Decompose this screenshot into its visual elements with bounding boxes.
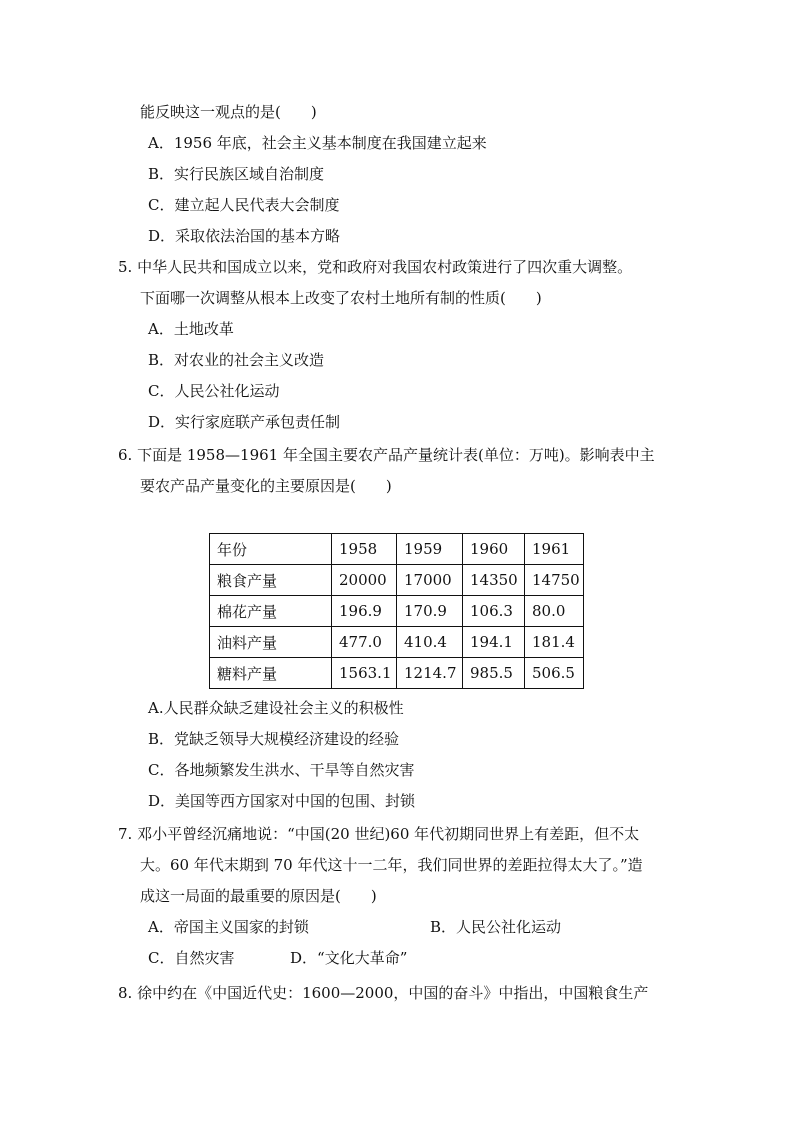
table-cell: 477.0: [332, 627, 397, 658]
table-cell: 985.5: [463, 658, 525, 689]
table-cell: 1563.1: [332, 658, 397, 689]
table-cell: 油料产量: [210, 627, 332, 658]
table-header-cell: 1961: [525, 534, 584, 565]
q7-option-b: B．人民公社化运动: [430, 918, 562, 936]
table-header-cell: 1959: [397, 534, 463, 565]
q7-option-c: C．自然灾害: [148, 949, 235, 967]
q6-option-b: B．党缺乏领导大规模经济建设的经验: [148, 730, 400, 748]
q7-stem-line-1: 7. 邓小平曾经沉痛地说：“中国(20 世纪)60 年代初期同世界上有差距，但不太: [118, 825, 640, 843]
q5-option-b: B．对农业的社会主义改造: [148, 351, 325, 369]
q6-option-a: A.人民群众缺乏建设社会主义的积极性: [148, 699, 404, 717]
table-cell: 棉花产量: [210, 596, 332, 627]
q7-option-d: D．“文化大革命”: [290, 949, 408, 967]
table-cell: 17000: [397, 565, 463, 596]
table-header-cell: 1958: [332, 534, 397, 565]
table-cell: 196.9: [332, 596, 397, 627]
table-row: [210, 596, 584, 627]
table-row: [210, 658, 584, 689]
table-cell: 506.5: [525, 658, 584, 689]
table-row: [210, 565, 584, 596]
table-cell: 糖料产量: [210, 658, 332, 689]
q6-stem-line-2: 要农产品产量变化的主要原因是( ): [140, 477, 392, 495]
q5-option-d: D．实行家庭联产承包责任制: [148, 413, 341, 431]
q4-stem-continuation: 能反映这一观点的是( ): [140, 103, 317, 121]
q7-stem-line-3: 成这一局面的最重要的原因是( ): [140, 887, 377, 905]
table-cell: 170.9: [397, 596, 463, 627]
table-cell: 410.4: [397, 627, 463, 658]
q6-stem-line-1: 6. 下面是 1958—1961 年全国主要农产品产量统计表(单位：万吨)。影响表中主: [118, 446, 655, 464]
table-cell: 106.3: [463, 596, 525, 627]
q4-option-d: D．采取依法治国的基本方略: [148, 227, 341, 245]
table-cell: 194.1: [463, 627, 525, 658]
q7-stem-line-2: 大。60 年代末期到 70 年代这十一二年，我们同世界的差距拉得太大了。”造: [140, 856, 643, 874]
table-cell: 14350: [463, 565, 525, 596]
table-cell: 1214.7: [397, 658, 463, 689]
q6-option-d: D．美国等西方国家对中国的包围、封锁: [148, 792, 416, 810]
q4-option-c: C．建立起人民代表大会制度: [148, 196, 340, 214]
table-row: [210, 627, 584, 658]
q4-option-a: A．1956 年底，社会主义基本制度在我国建立起来: [148, 134, 487, 152]
q5-option-c: C．人民公社化运动: [148, 382, 280, 400]
q6-option-c: C．各地频繁发生洪水、干旱等自然灾害: [148, 761, 415, 779]
table-cell: 14750: [525, 565, 584, 596]
table-cell: 181.4: [525, 627, 584, 658]
q8-stem-line-1: 8. 徐中约在《中国近代史：1600—2000，中国的奋斗》中指出，中国粮食生产: [118, 984, 649, 1002]
q5-stem-line-1: 5. 中华人民共和国成立以来，党和政府对我国农村政策进行了四次重大调整。: [118, 258, 633, 276]
table-header-row: [210, 534, 584, 565]
table-cell: 粮食产量: [210, 565, 332, 596]
q5-option-a: A．土地改革: [148, 320, 234, 338]
production-stats-table: [209, 533, 584, 689]
table-header-cell: 年份: [210, 534, 332, 565]
q4-option-b: B．实行民族区域自治制度: [148, 165, 325, 183]
table-cell: 80.0: [525, 596, 584, 627]
q7-option-a: A．帝国主义国家的封锁: [148, 918, 309, 936]
table-header-cell: 1960: [463, 534, 525, 565]
q5-stem-line-2: 下面哪一次调整从根本上改变了农村土地所有制的性质( ): [140, 289, 542, 307]
table-cell: 20000: [332, 565, 397, 596]
